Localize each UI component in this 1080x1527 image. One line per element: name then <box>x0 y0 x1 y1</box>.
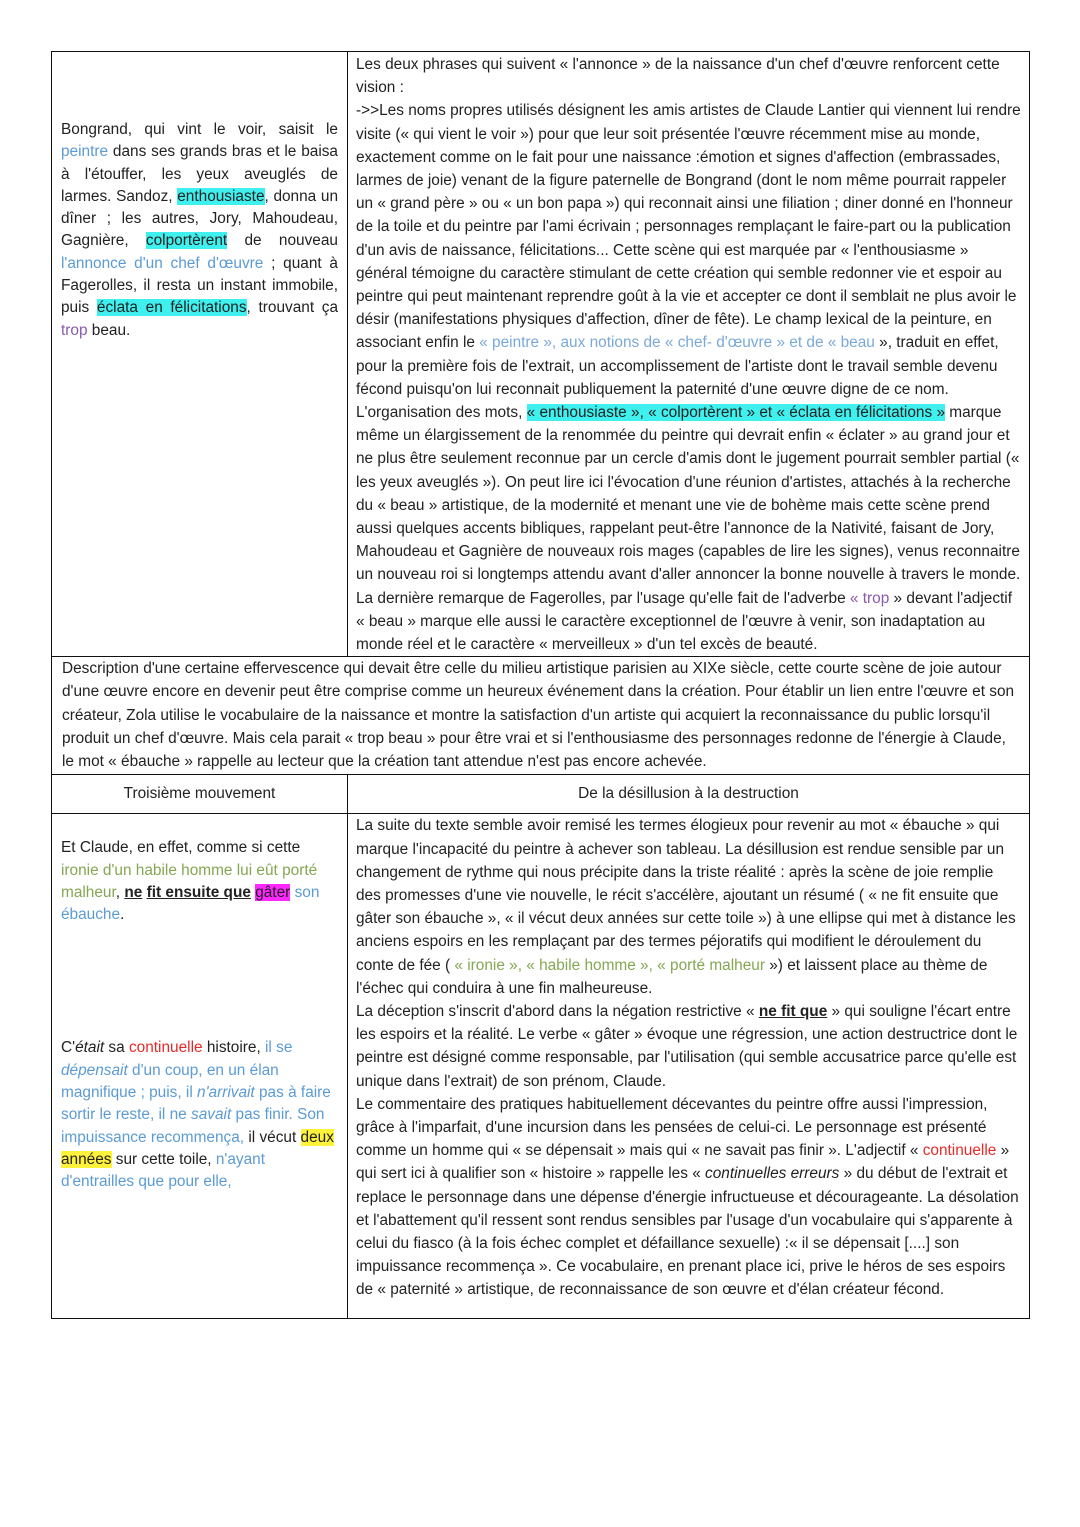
section3-header-row <box>52 775 1030 814</box>
section2-analysis-cell <box>348 52 1030 657</box>
commentary-page <box>51 51 1030 1319</box>
section3-analysis-cell <box>348 814 1030 1318</box>
section3-left-title: Troisième mouvement <box>52 775 348 814</box>
synthesis-text: Description d'une certaine effervescence qui devait être celle du milieu artistique parisien au XIXe siècle, cette courte scène de joie autour d'une œuvre encore en devenir peut être comprise comme un heureux événement dans la création. Pour établir un lien entre l'œuvre et son créateur, Zola utilise le vocabulaire de la naissance et montre la satisfaction d'un artiste qui acquiert la reconnaissance du public lorsqu'il produit un chef d'œuvre. Mais cela parait « trop beau » pour être vrai et si l'enthousiasme des personnages redonne de l'énergie à Claude, le mot « ébauche » rappelle au lecteur que la création tant attendue n'est pas encore achevée. <box>62 660 1015 771</box>
synthesis-cell <box>52 657 1030 775</box>
analysis-paragraph: La dernière remarque de Fagerolles, par l'usage qu'elle fait de l'adverbe « trop » devant l'adjectif « beau » marque elle aussi le caractère exceptionnel de l'œuvre à venir, son inadaptation au monde réel et le caractère « merveilleux » d'un tel excès de beauté. <box>356 589 1013 654</box>
analysis-paragraph: ->>Les noms propres utilisés désignent les amis artistes de Claude Lantier qui viennent lui rendre visite (« qui vient le voir ») pour que leur soit présentée l'œuvre récemment mise au monde, exactement comme on le fait pour une naissance :émotion et signes d'affection (embrassades, larmes de joie) venant de la figure paternelle de Bongrand (dont le nom même pourrait rappeler un « grand père » ou « un bon papa ») qui reconnait ainsi une filiation ; diner donné en l'honneur de la toile et du peintre par l'ami écrivain ; personnages remplaçant le faire-part ou la publication d'un avis de naissance, félicitations... Cette scène qui est marquée par « l'enthousiasme » général témoigne du caractère stimulant de cette création qui semble redonner vie et espoir au peintre qui peut maintenant reprendre goût à la vie et accepter ce dont il semblait ne plus avoir le désir (manifestations physiques d'affection, dîner de fête). Le champ lexical de la peinture, en associant enfin le « peintre », aux notions de « chef- d'œuvre » et de « beau », traduit en effet, pour la première fois de l'extrait, un accomplissement de l'artiste dont le travail semble devenu fécond puisqu'on lui reconnait publiquement la paternité d'une œuvre digne de ce nom. L'organisation des mots, « enthousiaste », « colportèrent » et « éclata en félicitations » marque même un élargissement de la renommée du peintre qui devrait enfin « éclater » au grand jour et ne plus être seulement reconnue par un cercle d'amis dont le jugement pourrait sembler partial (« les yeux aveuglés »). On peut lire ici l'évocation d'une réunion d'artistes, attachés à la recherche du « beau » artistique, de la modernité et menant une vie de bohème mais cette scène prend aussi quelques accents bibliques, rappelant peut-être l'annonce de la Nativité, faisant de Jory, Mahoudeau et Gagnière de nouveaux rois mages (capables de lire les signes), venus reconnaitre un nouveau roi si longtemps attendu avant d'aller annoncer la bonne nouvelle à travers le monde. <box>356 102 1021 584</box>
section3-quote-1: Et Claude, en effet, comme si cette ironie d'un habile homme lui eût porté malheur, ne fit ensuite que gâter son ébauche. <box>61 839 320 924</box>
commentary-table <box>51 51 1030 1319</box>
section3-row <box>52 814 1030 1318</box>
section2-row <box>52 52 1030 657</box>
section3-quote-cell <box>52 814 348 1318</box>
analysis-paragraph: Le commentaire des pratiques habituellement décevantes du peintre offre aussi l'impression, grâce à l'imparfait, d'une incursion dans les pensées de celui-ci. Le personnage est présenté comme un homme qui « se dépensait » mais qui « ne savait pas finir ». L'adjectif « continuelle » qui sert ici à qualifier son « histoire » rappelle les « continuelles erreurs » du début de l'extrait et replace le personnage dans une dépense d'énergie infructueuse et décourageante. La désolation et l'abattement qu'il ressent sont rendus sensibles par l'usage d'un vocabulaire qui s'apparente à celui du fiasco (à la fois échec complet et défaillance sexuelle) :« il se dépensait [....] son impuissance recommença ». Ce vocabulaire, en prenant place ici, prive le héros de ses espoirs de « paternité » artistique, de reconnaissance de son œuvre et d'élan créateur fécond. <box>356 1095 1019 1299</box>
analysis-paragraph: La suite du texte semble avoir remisé les termes élogieux pour revenir au mot « ébauche » qui marque l'incapacité du peintre à achever son tableau. La désillusion est rendue sensible par un changement de rythme qui nous précipite dans la triste réalité : après la scène de joie remplie des promesses d'une vie nouvelle, le récit s'accélère, ajoutant un résumé ( « ne fit ensuite que gâter son ébauche », « il vécut deux années sur cette toile ») à une ellipse qui met à distance les anciens espoirs en les remplaçant par des termes péjoratifs qui modifient le déroulement du conte de fée ( « ironie », « habile homme », « porté malheur ») et laissent place au thème de l'échec qui conduira à une fin malheureuse. <box>356 817 1016 997</box>
section3-right-title: De la désillusion à la destruction <box>348 775 1030 814</box>
section2-quote-cell <box>52 52 348 657</box>
analysis-paragraph: Les deux phrases qui suivent « l'annonce » de la naissance d'un chef d'œuvre renforcent cette vision : <box>356 56 1000 97</box>
synthesis-row <box>52 657 1030 775</box>
section2-quote: Bongrand, qui vint le voir, saisit le peintre dans ses grands bras et le baisa à l'étouffer, les yeux aveuglés de larmes. Sandoz, enthousiaste, donna un dîner ; les autres, Jory, Mahoudeau, Gagnière, colportèrent de nouveau l'annonce d'un chef d'œuvre ; quant à Fagerolles, il resta un instant immobile, puis éclata en félicitations, trouvant ça trop beau. <box>61 121 339 339</box>
analysis-paragraph: La déception s'inscrit d'abord dans la négation restrictive « ne fit que » qui souligne l'écart entre les espoirs et la réalité. Le verbe « gâter » évoque une régression, une action destructrice dont le peintre est désigné comme responsable, par l'utilisation (qui semble accusatrice parce qu'elle est unique dans l'extrait) de son prénom, Claude. <box>356 1002 1018 1090</box>
section3-quote-2: C'était sa continuelle histoire, il se dépensait d'un coup, en un élan magnifique ; puis, il n'arrivait pas à faire sortir le reste, il ne savait pas finir. Son impuissance recommença, il vécut deux années sur cette toile, n'ayant d'entrailles que pour elle, <box>61 1039 334 1191</box>
